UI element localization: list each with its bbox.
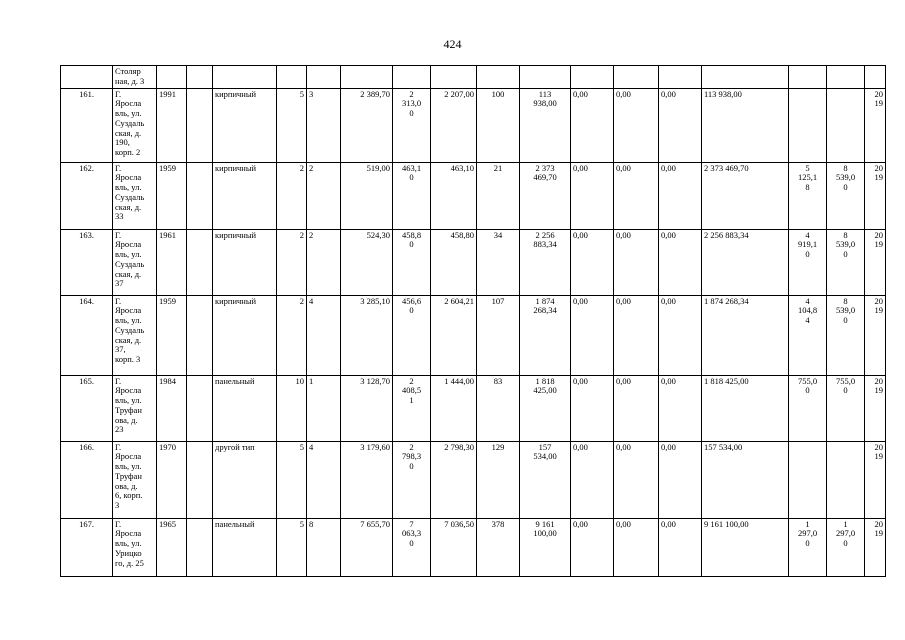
row-number-cell: 164. [61,295,113,375]
row-number-cell: 162. [61,162,113,229]
private-area-cell: 7 036,50 [431,518,477,576]
empty-cell [187,295,213,375]
address-cell: Г. Яросла вль, ул. Труфан ова, д. 6, корп. 3 [113,441,157,518]
deadline-cell: 20 19 [865,229,886,295]
local-budget-cell: 0,00 [659,295,702,375]
total-cost-cell: 113 938,00 [520,88,571,162]
total-area-cell: 3 179,60 [341,441,393,518]
wall-material-cell: кирпичный [213,162,277,229]
living-area-cell: 456,6 0 [393,295,431,375]
max-cost-cell: 1 297,0 0 [827,518,865,576]
private-area-cell: 2 207,00 [431,88,477,162]
owners-funds-cell: 1 874 268,34 [702,295,789,375]
regional-budget-cell: 0,00 [614,162,659,229]
living-area-cell: 2 313,0 0 [393,88,431,162]
address-cell: Г. Яросла вль, ул. Суздаль ская, д. 37, корп. 3 [113,295,157,375]
max-cost-cell: 755,0 0 [827,375,865,441]
local-budget-cell: 0,00 [659,441,702,518]
entrances-cell: 3 [307,88,341,162]
empty-cell [187,162,213,229]
owners-funds-cell: 157 534,00 [702,441,789,518]
private-area-cell: 2 798,30 [431,441,477,518]
residents-cell: 34 [477,229,520,295]
unit-cost-cell: 755,0 0 [789,375,827,441]
year-cell: 1984 [157,375,187,441]
max-cost-cell: 8 539,0 0 [827,162,865,229]
table-row [61,88,886,162]
regional-budget-cell: 0,00 [614,441,659,518]
fund-cell: 0,00 [571,229,614,295]
table-row [61,375,886,441]
year-cell: 1970 [157,441,187,518]
year-cell: 1991 [157,88,187,162]
fund-cell: 0,00 [571,295,614,375]
year-cell: 1961 [157,229,187,295]
address-cell: Столяр ная, д. 3 [113,66,157,89]
deadline-cell: 20 19 [865,295,886,375]
max-cost-cell [827,88,865,162]
local-budget-cell: 0,00 [659,88,702,162]
total-cost-cell: 2 373 469,70 [520,162,571,229]
empty-cell [187,229,213,295]
private-area-cell: 1 444,00 [431,375,477,441]
row-number-cell: 165. [61,375,113,441]
floors-cell: 5 [277,88,307,162]
total-cost-cell: 1 818 425,00 [520,375,571,441]
wall-material-cell: кирпичный [213,88,277,162]
total-cost-cell: 9 161 100,00 [520,518,571,576]
living-area-cell: 7 063,3 0 [393,518,431,576]
local-budget-cell: 0,00 [659,518,702,576]
housing-register-table [60,65,886,577]
regional-budget-cell: 0,00 [614,375,659,441]
residents-cell: 21 [477,162,520,229]
entrances-cell: 8 [307,518,341,576]
max-cost-cell: 8 539,0 0 [827,229,865,295]
deadline-cell: 20 19 [865,518,886,576]
total-area-cell: 7 655,70 [341,518,393,576]
floors-cell: 5 [277,441,307,518]
max-cost-cell [827,441,865,518]
address-cell: Г. Яросла вль, ул. Суздаль ская, д. 37 [113,229,157,295]
deadline-cell: 20 19 [865,375,886,441]
entrances-cell: 2 [307,162,341,229]
owners-funds-cell: 2 256 883,34 [702,229,789,295]
unit-cost-cell [789,88,827,162]
fund-cell: 0,00 [571,518,614,576]
floors-cell: 2 [277,295,307,375]
entrances-cell: 4 [307,295,341,375]
address-cell: Г. Яросла вль, ул. Суздаль ская, д. 190, корп. 2 [113,88,157,162]
regional-budget-cell: 0,00 [614,518,659,576]
table-row [61,518,886,576]
total-cost-cell: 2 256 883,34 [520,229,571,295]
local-budget-cell: 0,00 [659,375,702,441]
address-cell: Г. Яросла вль, ул. Труфан ова, д. 23 [113,375,157,441]
total-cost-cell: 1 874 268,34 [520,295,571,375]
table-row [61,295,886,375]
local-budget-cell: 0,00 [659,162,702,229]
total-area-cell: 3 285,10 [341,295,393,375]
wall-material-cell: панельный [213,375,277,441]
wall-material-cell: кирпичный [213,229,277,295]
private-area-cell: 458,80 [431,229,477,295]
year-cell: 1965 [157,518,187,576]
residents-cell: 129 [477,441,520,518]
row-number-cell: 166. [61,441,113,518]
empty-cell [187,88,213,162]
table-row [61,441,886,518]
fund-cell: 0,00 [571,441,614,518]
fund-cell: 0,00 [571,162,614,229]
max-cost-cell: 8 539,0 0 [827,295,865,375]
residents-cell: 100 [477,88,520,162]
private-area-cell: 2 604,21 [431,295,477,375]
total-area-cell: 3 128,70 [341,375,393,441]
living-area-cell: 463,1 0 [393,162,431,229]
regional-budget-cell: 0,00 [614,295,659,375]
floors-cell: 5 [277,518,307,576]
living-area-cell: 2 408,5 1 [393,375,431,441]
fund-cell: 0,00 [571,88,614,162]
entrances-cell: 1 [307,375,341,441]
total-area-cell: 519,00 [341,162,393,229]
regional-budget-cell: 0,00 [614,88,659,162]
living-area-cell: 2 798,3 0 [393,441,431,518]
deadline-cell: 20 19 [865,88,886,162]
entrances-cell: 4 [307,441,341,518]
wall-material-cell: другой тип [213,441,277,518]
total-cost-cell: 157 534,00 [520,441,571,518]
owners-funds-cell: 2 373 469,70 [702,162,789,229]
table-row [61,229,886,295]
residents-cell: 107 [477,295,520,375]
residents-cell: 378 [477,518,520,576]
deadline-cell: 20 19 [865,441,886,518]
row-number-cell: 167. [61,518,113,576]
row-number-cell: 163. [61,229,113,295]
private-area-cell: 463,10 [431,162,477,229]
entrances-cell: 2 [307,229,341,295]
total-area-cell: 2 389,70 [341,88,393,162]
total-area-cell: 524,30 [341,229,393,295]
floors-cell: 2 [277,162,307,229]
table-row [61,162,886,229]
empty-cell [187,441,213,518]
regional-budget-cell: 0,00 [614,229,659,295]
empty-cell [187,375,213,441]
unit-cost-cell: 5 125,1 8 [789,162,827,229]
deadline-cell: 20 19 [865,162,886,229]
owners-funds-cell: 9 161 100,00 [702,518,789,576]
empty-cell [187,518,213,576]
wall-material-cell: панельный [213,518,277,576]
table-row-continued [61,66,886,89]
fund-cell: 0,00 [571,375,614,441]
row-number-cell: 161. [61,88,113,162]
local-budget-cell: 0,00 [659,229,702,295]
year-cell: 1959 [157,162,187,229]
page-number: 424 [443,37,462,51]
address-cell: Г. Яросла вль, ул. Урицко го, д. 25 [113,518,157,576]
year-cell: 1959 [157,295,187,375]
residents-cell: 83 [477,375,520,441]
living-area-cell: 458,8 0 [393,229,431,295]
wall-material-cell: кирпичный [213,295,277,375]
address-cell: Г. Яросла вль, ул. Суздаль ская, д. 33 [113,162,157,229]
owners-funds-cell: 113 938,00 [702,88,789,162]
floors-cell: 10 [277,375,307,441]
floors-cell: 2 [277,229,307,295]
unit-cost-cell: 4 919,1 0 [789,229,827,295]
unit-cost-cell: 1 297,0 0 [789,518,827,576]
unit-cost-cell [789,441,827,518]
unit-cost-cell: 4 104,8 4 [789,295,827,375]
owners-funds-cell: 1 818 425,00 [702,375,789,441]
